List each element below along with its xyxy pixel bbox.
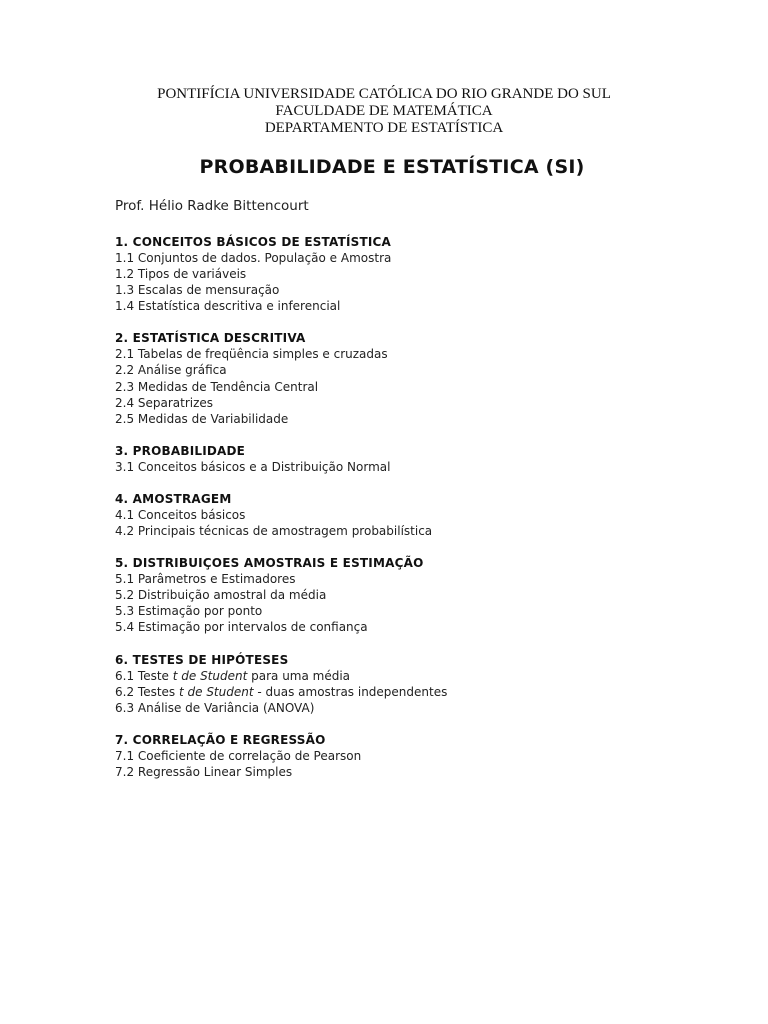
section-heading: 3. PROBABILIDADE <box>115 443 246 458</box>
topic-item: 7.2 Regressão Linear Simples <box>115 764 293 779</box>
topic-item: 1.2 Tipos de variáveis <box>115 267 247 282</box>
section-heading: 5. DISTRIBUIÇOES AMOSTRAIS E ESTIMAÇÃO <box>115 556 424 571</box>
topic-text: para uma média <box>247 668 351 683</box>
topic-item: 1.1 Conjuntos de dados. População e Amostra <box>115 251 392 265</box>
topic-item: 4.2 Principais técnicas de amostragem probabilística <box>115 524 433 539</box>
syllabus-section <box>115 555 715 635</box>
topic-item: 2.1 Tabelas de freqüência simples e cruzadas <box>115 347 388 362</box>
topic-item: 1.3 Escalas de mensuração <box>115 283 280 298</box>
topic-item: 7.1 Coeficiente de correlação de Pearson <box>115 748 362 763</box>
syllabus-section <box>115 234 715 314</box>
topic-item: 2.4 Separatrizes <box>115 395 214 410</box>
topic-item <box>115 684 715 700</box>
syllabus-section <box>115 732 715 780</box>
section-heading: 7. CORRELAÇÃO E REGRESSÃO <box>115 732 326 747</box>
topic-item: 6.3 Análise de Variância (ANOVA) <box>115 700 315 715</box>
topic-item: 5.1 Parâmetros e Estimadores <box>115 572 296 587</box>
topic-italic-term: t de Student <box>178 684 254 699</box>
topic-item: 5.3 Estimação por ponto <box>115 604 263 619</box>
syllabus-section <box>115 330 715 426</box>
topic-item: 5.2 Distribuição amostral da média <box>115 588 327 603</box>
university-name: PONTIFÍCIA UNIVERSIDADE CATÓLICA DO RIO GRANDE DO SUL <box>157 86 611 102</box>
topic-italic-term: t de Student <box>172 668 248 683</box>
course-title: PROBABILIDADE E ESTATÍSTICA (SI) <box>199 156 585 178</box>
topic-item: 2.2 Análise gráfica <box>115 363 227 378</box>
section-heading: 4. AMOSTRAGEM <box>115 491 232 506</box>
topic-item: 2.3 Medidas de Tendência Central <box>115 379 319 394</box>
topic-item: 1.4 Estatística descritiva e inferencial <box>115 299 341 314</box>
department-name: DEPARTAMENTO DE ESTATÍSTICA <box>264 120 504 136</box>
topic-item: 3.1 Conceitos básicos e a Distribuição Normal <box>115 459 391 474</box>
topic-text: - duas amostras independentes <box>253 684 448 699</box>
topic-item: 2.5 Medidas de Variabilidade <box>115 411 289 426</box>
professor-name: Prof. Hélio Radke Bittencourt <box>115 198 309 214</box>
syllabus-section <box>115 443 715 475</box>
topic-text: 6.1 Teste <box>115 668 173 683</box>
topic-item: 5.4 Estimação por intervalos de confiança <box>115 620 368 635</box>
topic-text: 6.2 Testes <box>115 684 179 699</box>
faculty-name: FACULDADE DE MATEMÁTICA <box>275 103 493 119</box>
institution-header <box>0 86 768 137</box>
section-heading: 1. CONCEITOS BÁSICOS DE ESTATÍSTICA <box>115 235 392 249</box>
syllabus-section <box>115 491 715 539</box>
section-heading: 6. TESTES DE HIPÓTESES <box>115 652 289 667</box>
section-heading: 2. ESTATÍSTICA DESCRITIVA <box>115 331 306 346</box>
topic-item: 4.1 Conceitos básicos <box>115 507 246 522</box>
syllabus-section <box>115 652 715 716</box>
topic-item <box>115 668 715 684</box>
syllabus-list <box>115 234 715 796</box>
